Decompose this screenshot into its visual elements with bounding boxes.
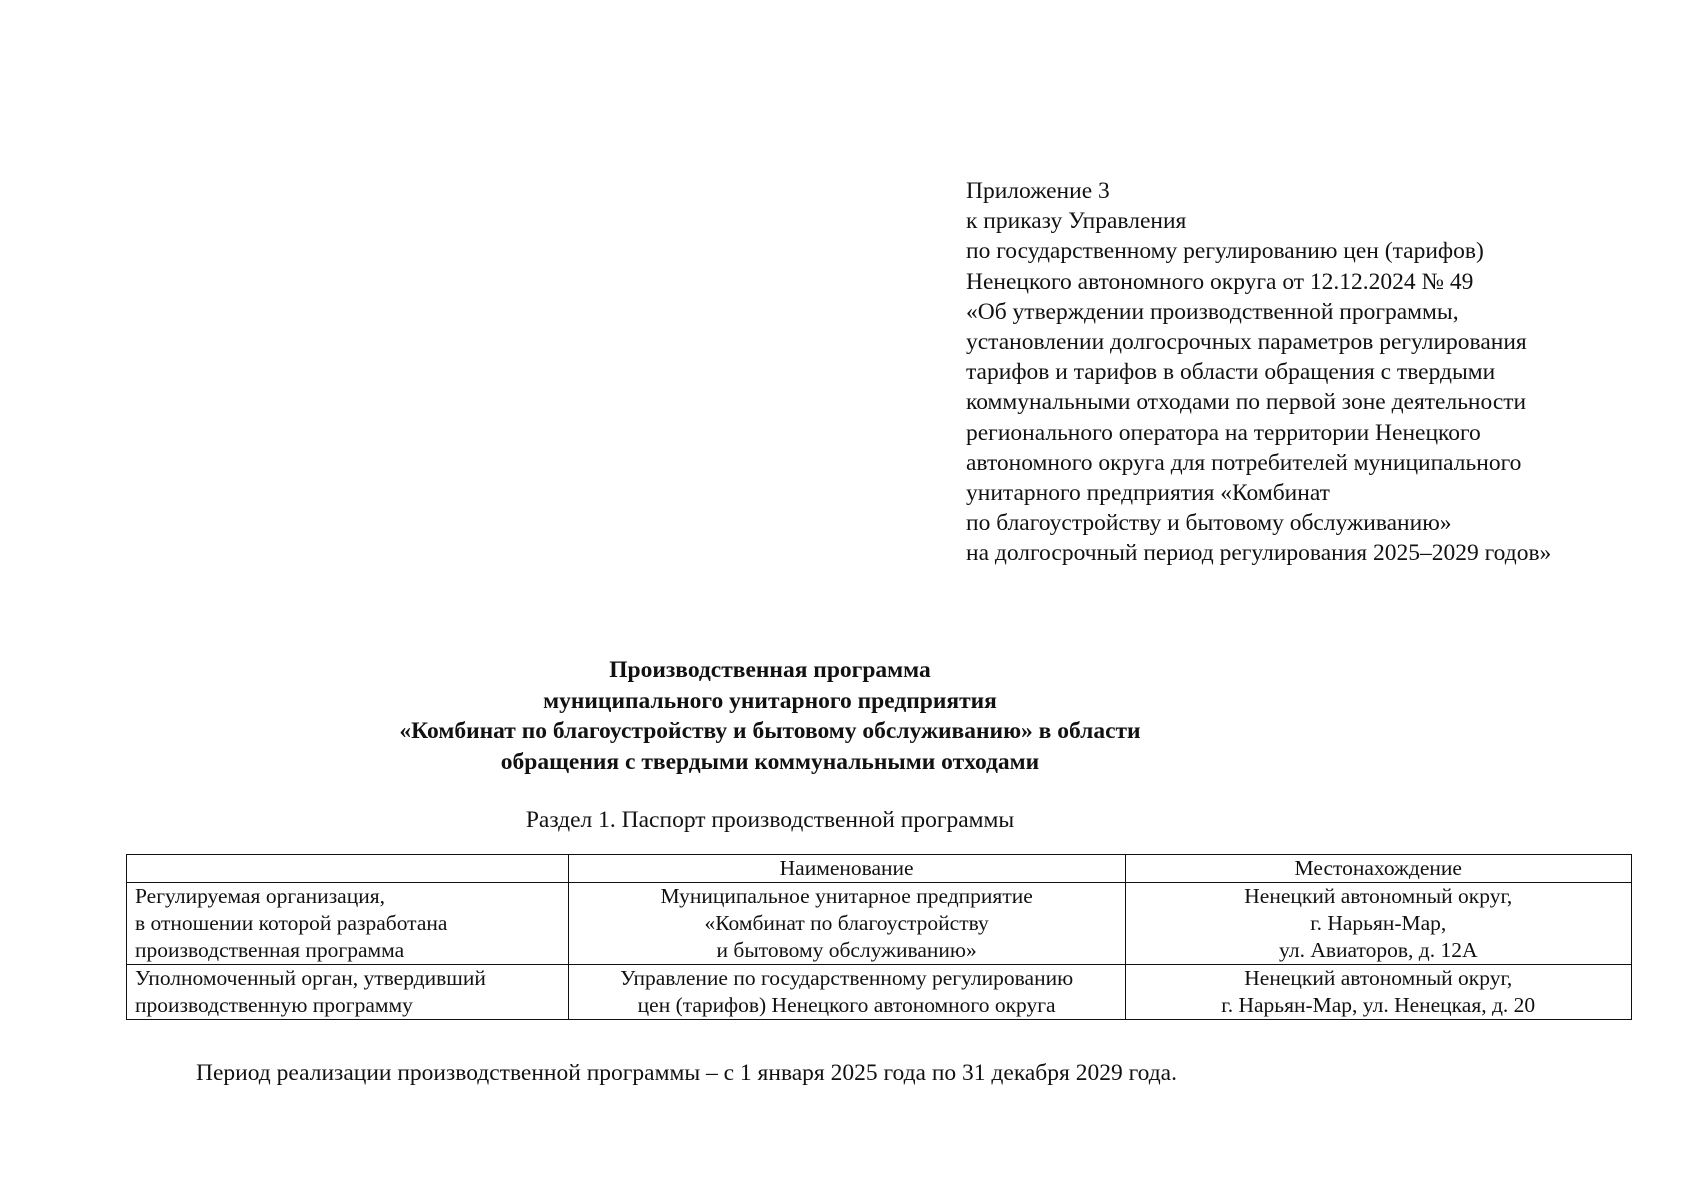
cell-line: Муниципальное унитарное предприятие xyxy=(660,884,1033,908)
cell-line: цен (тарифов) Ненецкого автономного округа xyxy=(637,993,1056,1017)
appendix-line: автономного округа для потребителей муниципального xyxy=(966,449,1522,476)
cell-line: ул. Авиаторов, д. 12А xyxy=(1279,938,1478,962)
cell-line: в отношении которой разработана xyxy=(135,911,448,935)
cell-line: производственную программу xyxy=(135,993,413,1017)
row-name-cell xyxy=(568,883,1125,965)
appendix-line: «Об утверждении производственной программы, xyxy=(966,298,1459,325)
appendix-line: по государственному регулированию цен (тарифов) xyxy=(966,238,1484,265)
cell-line: Уполномоченный орган, утвердивший xyxy=(135,966,486,990)
header-cell-empty xyxy=(127,855,569,883)
cell-line: Ненецкий автономный округ, xyxy=(1244,966,1513,990)
appendix-line: к приказу Управления xyxy=(966,208,1187,235)
appendix-block xyxy=(966,176,1666,569)
header-cell-name: Наименование xyxy=(568,855,1125,883)
table-row xyxy=(127,965,1632,1020)
appendix-line: регионального оператора на территории Ненецкого xyxy=(966,419,1481,446)
cell-line: Ненецкий автономный округ, xyxy=(1244,884,1513,908)
header-cell-location: Местонахождение xyxy=(1125,855,1632,883)
row-location-cell xyxy=(1125,883,1632,965)
cell-line: и бытовому обслуживанию» xyxy=(716,938,977,962)
passport-table xyxy=(126,854,1632,1020)
appendix-line: тарифов и тарифов в области обращения с твердыми xyxy=(966,359,1496,386)
appendix-line: установлении долгосрочных параметров регулирования xyxy=(966,329,1527,356)
row-label-cell xyxy=(127,965,569,1020)
cell-line: г. Нарьян-Мар, ул. Ненецкая, д. 20 xyxy=(1221,993,1536,1017)
appendix-line: Ненецкого автономного округа от 12.12.2024 № 49 xyxy=(966,268,1474,295)
table-header-row xyxy=(127,855,1632,883)
section-heading: Раздел 1. Паспорт производственной программы xyxy=(525,807,1015,833)
appendix-line: унитарного предприятия «Комбинат xyxy=(966,480,1330,507)
appendix-line: Приложение 3 xyxy=(966,178,1110,204)
row-label-cell xyxy=(127,883,569,965)
appendix-line: на долгосрочный период регулирования 2025–2029 годов» xyxy=(966,540,1552,567)
table-row xyxy=(127,883,1632,965)
cell-line: Управление по государственному регулированию xyxy=(620,966,1074,990)
cell-line: производственная программа xyxy=(135,938,405,962)
document-title xyxy=(0,655,1619,777)
cell-line: Регулируемая организация, xyxy=(135,884,386,908)
implementation-period: Период реализации производственной программы – с 1 января 2025 года по 31 декабря 2029 года. xyxy=(196,1060,1177,1086)
title-line: «Комбинат по благоустройству и бытовому обслуживанию» в области xyxy=(399,718,1141,744)
row-name-cell xyxy=(568,965,1125,1020)
row-location-cell xyxy=(1125,965,1632,1020)
cell-line: «Комбинат по благоустройству xyxy=(704,911,989,935)
title-line: обращения с твердыми коммунальными отходами xyxy=(500,748,1040,775)
title-line: муниципального унитарного предприятия xyxy=(543,687,997,714)
title-line: Производственная программа xyxy=(609,657,931,683)
cell-line: г. Нарьян-Мар, xyxy=(1310,911,1447,935)
appendix-line: по благоустройству и бытовому обслуживанию» xyxy=(966,510,1452,537)
appendix-line: коммунальными отходами по первой зоне деятельности xyxy=(966,389,1527,416)
